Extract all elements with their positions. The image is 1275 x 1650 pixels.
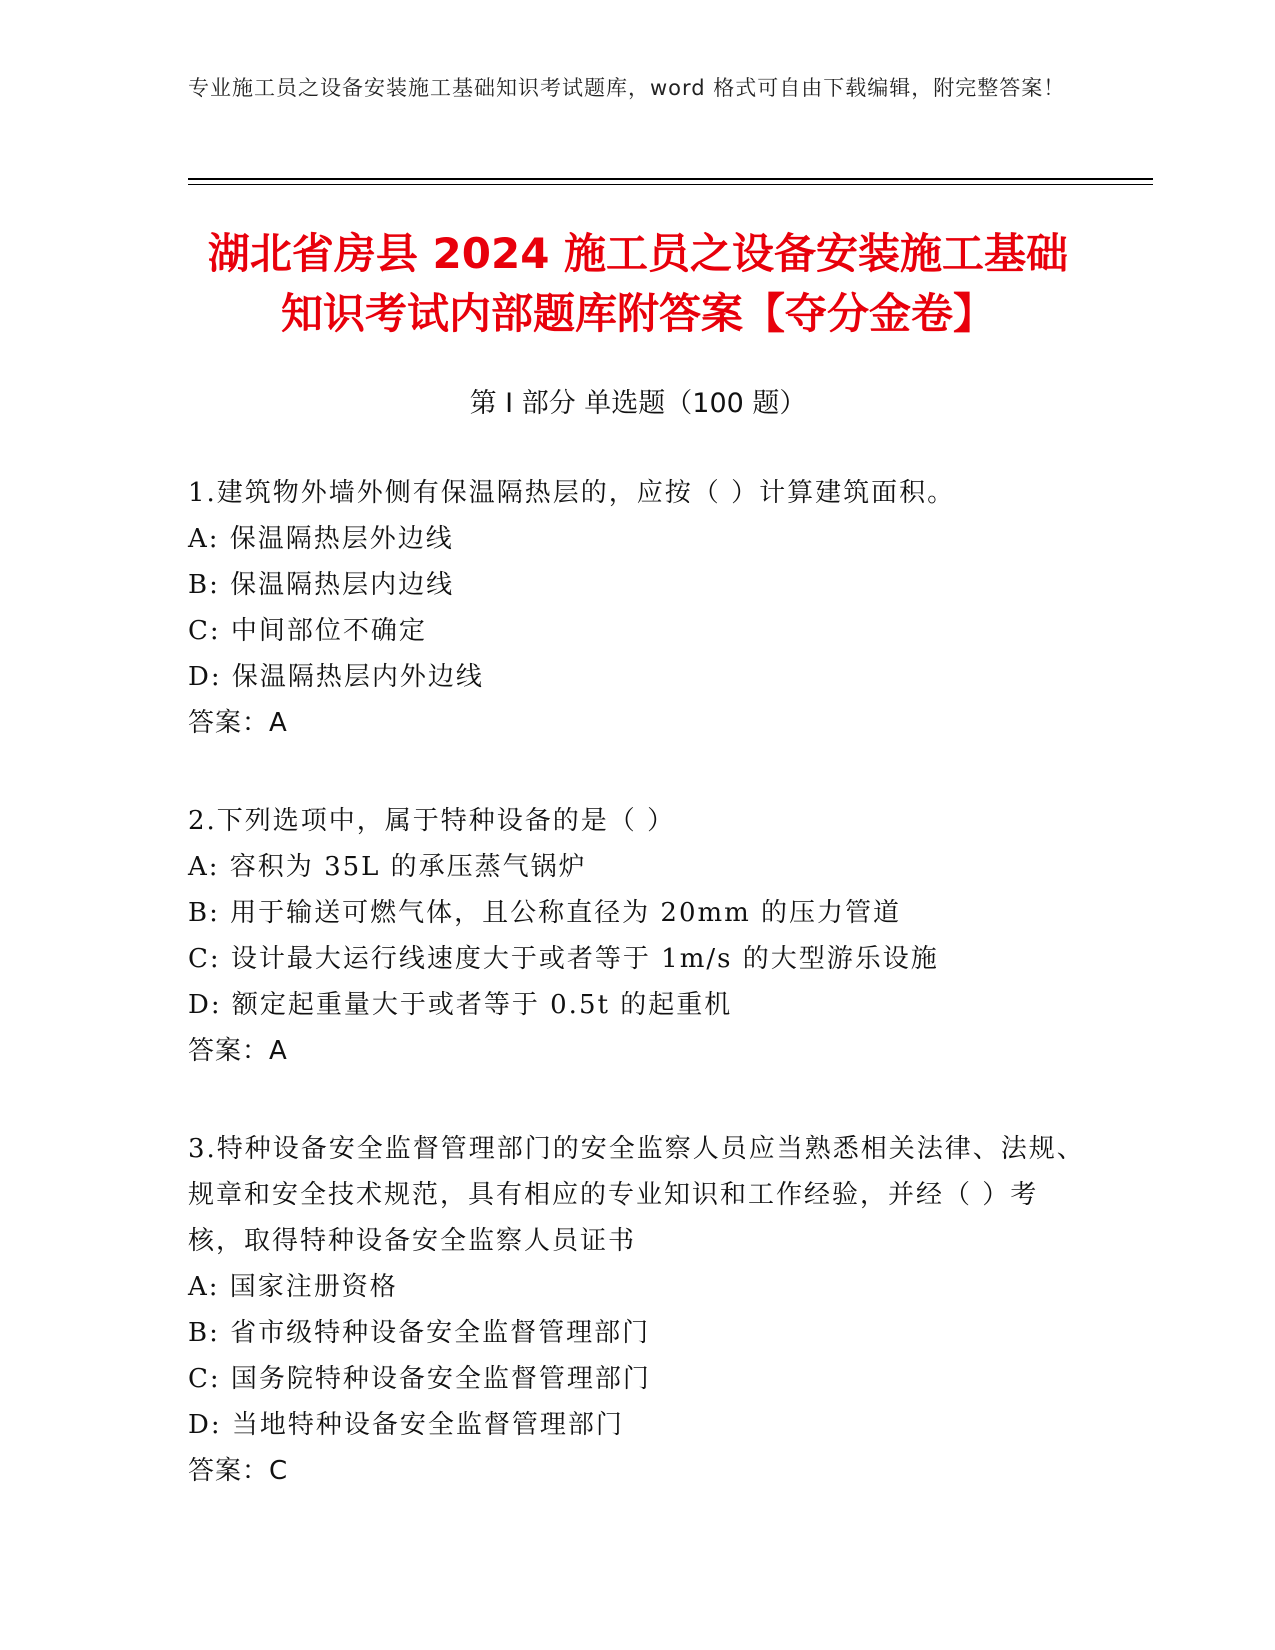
question-list <box>188 470 1088 1546</box>
title-line-2: 知识考试内部题库附答案【夺分金卷】 <box>280 289 995 338</box>
question-1 <box>188 470 1088 746</box>
section-title: 第 I 部分 单选题（100 题） <box>469 388 807 419</box>
option-b: B: 用于输送可燃气体，且公称直径为 20mm 的压力管道 <box>188 898 902 928</box>
option-a: A: 保温隔热层外边线 <box>188 524 454 554</box>
question-3 <box>188 1126 1088 1494</box>
header-note: 专业施工员之设备安装施工基础知识考试题库，word 格式可自由下载编辑，附完整答案！ <box>188 76 1066 100</box>
header-divider-thick <box>188 178 1153 180</box>
option-c: C: 设计最大运行线速度大于或者等于 1m/s 的大型游乐设施 <box>188 944 939 974</box>
document-title <box>188 224 1088 344</box>
question-stem: 3.特种设备安全监督管理部门的安全监察人员应当熟悉相关法律、法规、规章和安全技术规范，具有相应的专业知识和工作经验，并经（ ）考核，取得特种设备安全监察人员证书 <box>188 1134 1085 1256</box>
option-b: B: 省市级特种设备安全监督管理部门 <box>188 1318 651 1348</box>
option-c: C: 中间部位不确定 <box>188 616 427 646</box>
answer: 答案：A <box>188 708 288 738</box>
question-stem: 2.下列选项中，属于特种设备的是（ ） <box>188 806 676 836</box>
question-stem: 1.建筑物外墙外侧有保温隔热层的，应按（ ）计算建筑面积。 <box>188 478 956 508</box>
option-d: D: 当地特种设备安全监督管理部门 <box>188 1410 624 1440</box>
option-d: D: 额定起重量大于或者等于 0.5t 的起重机 <box>188 990 733 1020</box>
option-d: D: 保温隔热层内外边线 <box>188 662 484 692</box>
question-2 <box>188 798 1088 1074</box>
answer: 答案：C <box>188 1456 289 1486</box>
header-divider-thin <box>188 184 1153 185</box>
option-b: B: 保温隔热层内边线 <box>188 570 455 600</box>
option-a: A: 国家注册资格 <box>188 1272 398 1302</box>
answer: 答案：A <box>188 1036 288 1066</box>
option-a: A: 容积为 35L 的承压蒸气锅炉 <box>188 852 587 882</box>
option-c: C: 国务院特种设备安全监督管理部门 <box>188 1364 651 1394</box>
title-line-1: 湖北省房县 2024 施工员之设备安装施工基础 <box>207 229 1069 278</box>
